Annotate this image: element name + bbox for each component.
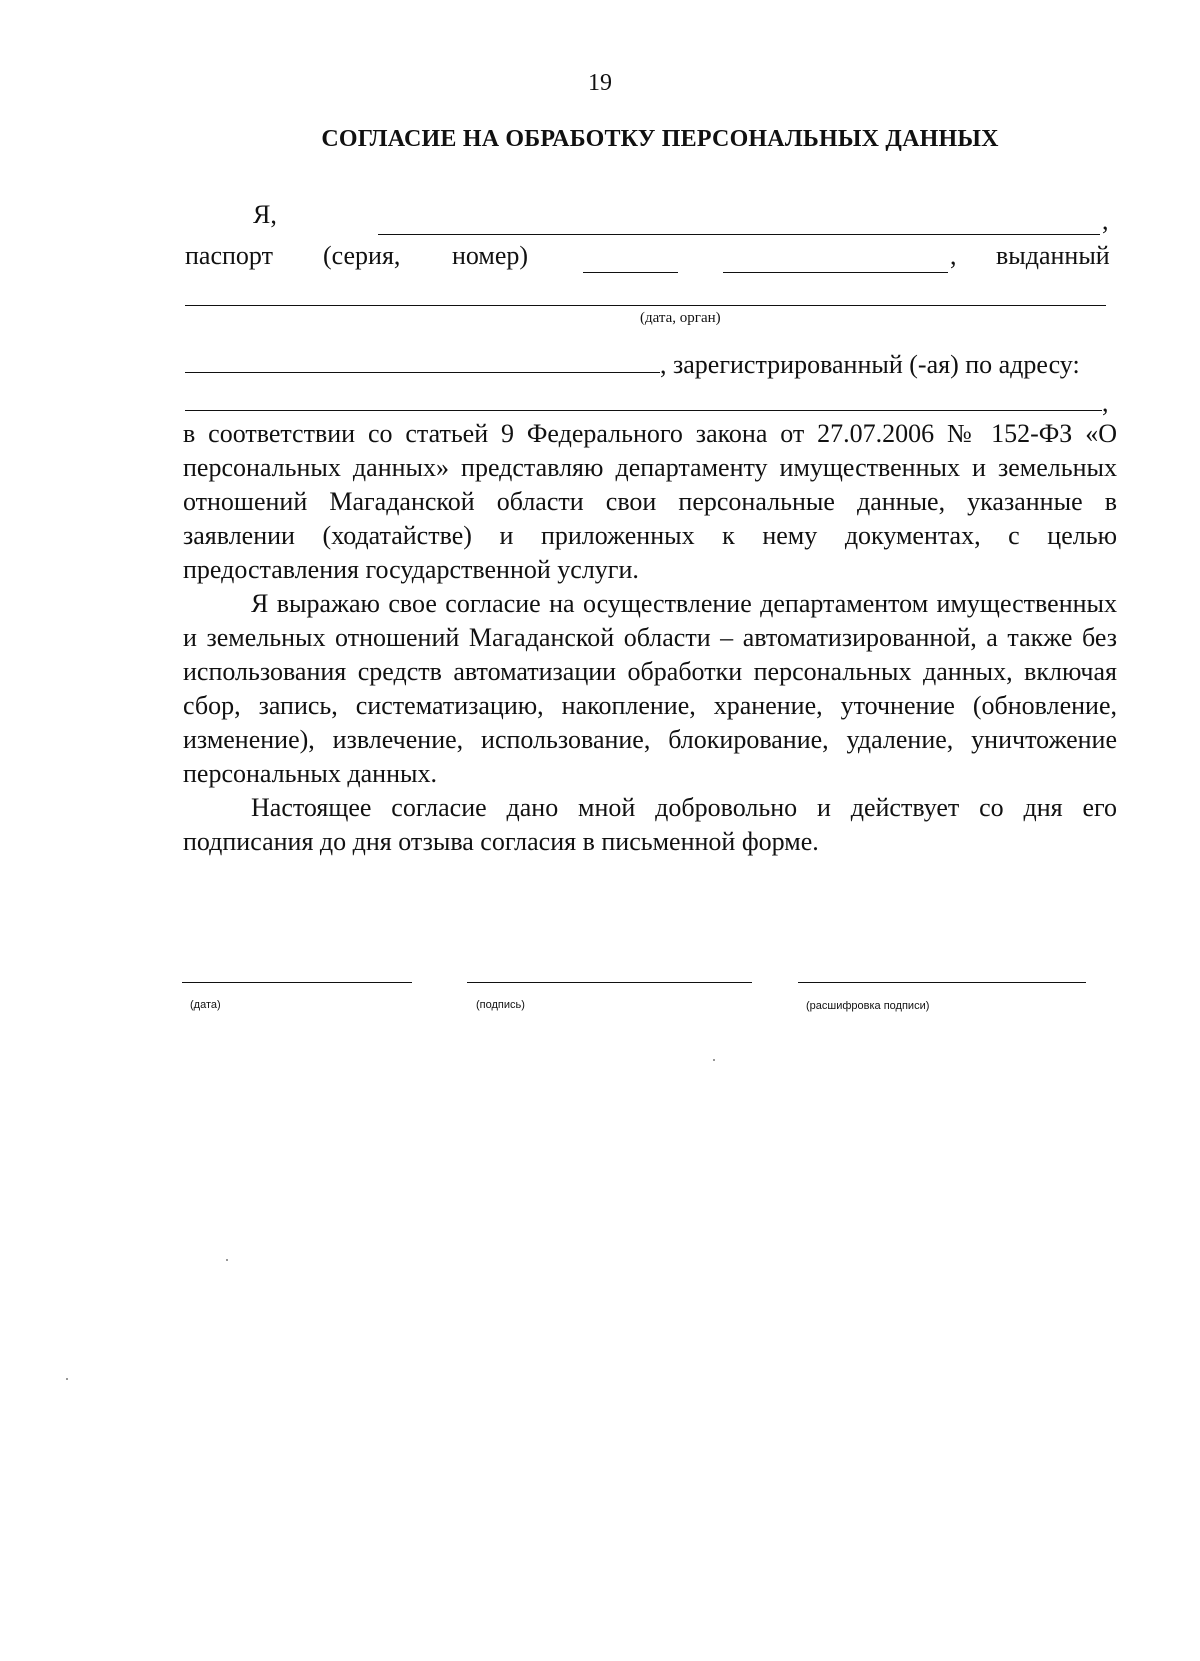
signature-line[interactable]: [467, 982, 752, 983]
page-number: 19: [588, 70, 612, 96]
name-field-line[interactable]: [378, 234, 1100, 235]
passport-series-line[interactable]: [583, 272, 678, 273]
signature-transcript-caption: (расшифровка подписи): [806, 1000, 930, 1012]
passport-number-line[interactable]: [723, 272, 948, 273]
consent-paragraph-3: Настоящее согласие дано мной добровольно и действует со дня его подписания до дня отзыва согласия в письменной форме.: [183, 793, 1117, 856]
signature-transcript-line[interactable]: [798, 982, 1086, 983]
passport-comma: ,: [950, 241, 957, 270]
name-comma: ,: [1102, 206, 1109, 235]
scan-speck: [66, 1378, 68, 1380]
issued-label: выданный: [996, 241, 1110, 270]
date-caption: (дата): [190, 999, 221, 1011]
consent-paragraph-2: Я выражаю свое согласие на осуществление департаментом имущественных и земельных отношений Магаданской области – автоматизированной, а также без использования средств автоматизации обработки персональных данных, включая сбор, запись, систематизацию, накопление, хранение, уточнение (обновление, изменение), извлечение, использование, блокирование, удаление, уничтожение персональных данных.: [183, 589, 1117, 788]
date-organ-caption: (дата, орган): [640, 310, 721, 326]
consent-body: [183, 417, 1117, 859]
date-sign-line[interactable]: [182, 982, 412, 983]
address-line[interactable]: [185, 410, 1102, 411]
page-title: СОГЛАСИЕ НА ОБРАБОТКУ ПЕРСОНАЛЬНЫХ ДАННЫХ: [321, 126, 999, 152]
passport-label: паспорт: [185, 241, 273, 270]
i-label: Я,: [253, 200, 277, 229]
signature-caption: (подпись): [476, 999, 525, 1011]
scan-speck: [226, 1259, 228, 1261]
scan-speck: [713, 1059, 715, 1061]
series-label: (серия,: [323, 241, 401, 270]
address-comma: ,: [1102, 388, 1109, 417]
issue-date-organ-line[interactable]: [185, 305, 1106, 306]
number-label: номер): [452, 241, 529, 270]
consent-paragraph-1: в соответствии со статьей 9 Федерального закона от 27.07.2006 № 152-ФЗ «О персональных данных» представляю департаменту имущественных и земельных отношений Магаданской области свои персональные данные, указанные в заявлении (ходатайстве) и приложенных к нему документах, с целью предоставления государственной услуги.: [183, 419, 1117, 584]
registered-name-line[interactable]: [185, 372, 660, 373]
registered-label: , зарегистрированный (-ая) по адресу:: [660, 350, 1080, 379]
